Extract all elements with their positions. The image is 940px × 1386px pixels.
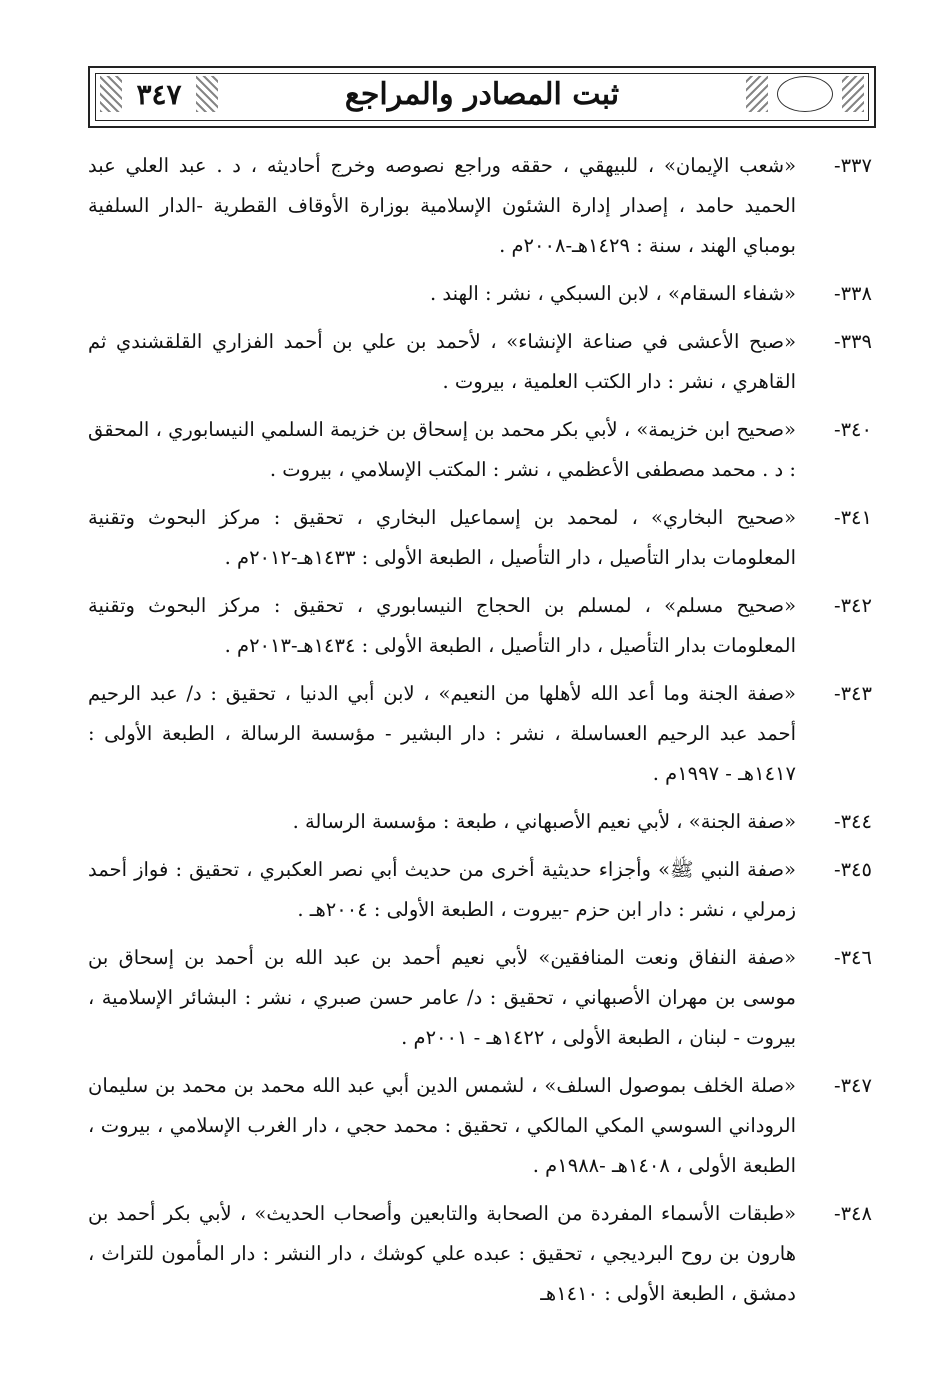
publisher-logo (746, 74, 864, 114)
bibliography-entry (88, 1066, 872, 1186)
bibliography-entry (88, 498, 872, 578)
entry-number: ٣٤٨- (833, 1202, 872, 1225)
entry-number: ٣٣٩- (833, 330, 872, 353)
bibliography-entry (88, 274, 872, 314)
bibliography-entry (88, 322, 872, 402)
bibliography-entry (88, 1194, 872, 1314)
bibliography-entry (88, 410, 872, 490)
entry-text: «صحيح ابن خزيمة» ، لأبي بكر محمد بن إسحاق بن خزيمة السلمي النيسابوري ، المحقق : د . محمد مصطفى الأعظمي ، نشر : المكتب الإسلامي ، بيروت . (88, 418, 796, 481)
entry-number: ٣٣٧- (833, 154, 872, 177)
entry-number: ٣٤٢- (833, 594, 872, 617)
entry-number: ٣٤١- (833, 506, 872, 529)
entry-text: «صحيح مسلم» ، لمسلم بن الحجاج النيسابوري ، تحقيق : مركز البحوث وتقنية المعلومات بدار التأصيل ، دار التأصيل ، الطبعة الأولى : ١٤٣٤هـ-٢٠١٣م . (88, 594, 796, 657)
entry-number: ٣٤٥- (833, 858, 872, 881)
entry-text: «شفاء السقام» ، لابن السبكي ، نشر : الهند . (429, 282, 796, 305)
entry-text: «شعب الإيمان» ، للبيهقي ، حققه وراجع نصوصه وخرج أحاديثه ، د . عبد العلي عبد الحميد حامد ، إصدار إدارة الشئون الإسلامية بوزارة الأوقاف القطرية -الدار السلفية بومباي الهند ، سنة : ١٤٢٩هـ-٢٠٠٨م . (88, 154, 796, 257)
entry-text: «طبقات الأسماء المفردة من الصحابة والتابعين وأصحاب الحديث» ، لأبي بكر أحمد بن هارون بن روح البرديجي ، تحقيق : عبده علي كوشك ، دار النشر : دار المأمون للتراث ، دمشق ، الطبعة الأولى : ١٤١٠هـ (88, 1202, 796, 1305)
bibliography-list (88, 146, 872, 1322)
entry-text: «صبح الأعشى في صناعة الإنشاء» ، لأحمد بن علي بن أحمد الفزاري القلقشندي ثم القاهري ، نشر : دار الكتب العلمية ، بيروت . (88, 330, 796, 393)
entry-text: «صلة الخلف بموصول السلف» ، لشمس الدين أبي عبد الله محمد بن محمد بن سليمان الروداني السوسي المكي المالكي ، تحقيق : محمد حجي ، دار الغرب الإسلامي ، بيروت ، الطبعة الأولى ، ١٤٠٨هـ -١٩٨٨م . (88, 1074, 796, 1177)
logo-seal-icon (777, 76, 833, 112)
bibliography-entry (88, 146, 872, 266)
entry-number: ٣٤٦- (833, 946, 872, 969)
bibliography-entry (88, 938, 872, 1058)
entry-text: «صفة النبي ﷺ» وأجزاء حديثية أخرى من حديث أبي نصر العكبري ، تحقيق : فواز أحمد زمرلي ، نشر : دار ابن حزم -بيروت ، الطبعة الأولى : ٢٠٠٤هـ . (88, 858, 796, 921)
entry-number: ٣٤٧- (833, 1074, 872, 1097)
bibliography-entry (88, 850, 872, 930)
entry-number: ٣٤٠- (833, 418, 872, 441)
entry-number: ٣٤٣- (833, 682, 872, 705)
entry-number: ٣٣٨- (833, 282, 872, 305)
page-title: ثبت المصادر والمراجع (344, 76, 620, 112)
entry-text: «صحيح البخاري» ، لمحمد بن إسماعيل البخاري ، تحقيق : مركز البحوث وتقنية المعلومات بدار التأصيل ، دار التأصيل ، الطبعة الأولى : ١٤٣٣هـ-٢٠١٢م . (88, 506, 796, 569)
entry-text: «صفة النفاق ونعت المنافقين» لأبي نعيم أحمد بن عبد الله بن أحمد بن إسحاق بن موسى بن مهران الأصبهاني ، تحقيق : د/ عامر حسن صبري ، نشر : البشائر الإسلامية ، بيروت - لبنان ، الطبعة الأولى ، ١٤٢٢هـ - ٢٠٠١م . (88, 946, 796, 1049)
bibliography-entry (88, 586, 872, 666)
bibliography-entry (88, 674, 872, 794)
page-number: ٣٤٧ (100, 74, 218, 114)
entry-number: ٣٤٤- (833, 810, 872, 833)
entry-text: «صفة الجنة» ، لأبي نعيم الأصبهاني ، طبعة : مؤسسة الرسالة . (292, 810, 796, 833)
page-header (88, 66, 876, 128)
bibliography-entry (88, 802, 872, 842)
entry-text: «صفة الجنة وما أعد الله لأهلها من النعيم» ، لابن أبي الدنيا ، تحقيق : د/ عبد الرحيم أحمد عبد الرحيم العساسلة ، نشر : دار البشير - مؤسسة الرسالة ، الطبعة الأولى : ١٤١٧هـ - ١٩٩٧م . (88, 682, 796, 785)
